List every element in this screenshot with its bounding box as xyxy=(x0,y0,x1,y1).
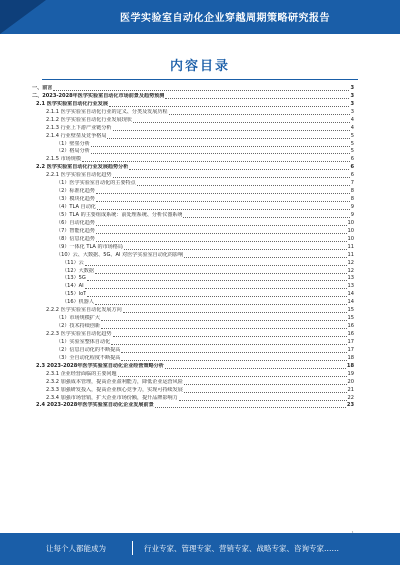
toc-entry[interactable] xyxy=(32,252,354,260)
toc-entry[interactable] xyxy=(32,180,354,188)
toc-entry-page: 6 xyxy=(350,156,354,163)
toc-entry-page: 11 xyxy=(347,243,354,250)
toc-leader-dots xyxy=(109,106,350,107)
toc-entry-label: （7）智能化趋势 xyxy=(56,227,95,234)
toc-entry[interactable] xyxy=(32,85,354,93)
toc-leader-dots xyxy=(91,146,350,147)
toc-entry-label: 2.3.4 加强市场营销，扩大企业市场份额，提升品牌影响力 xyxy=(46,394,178,401)
toc-entry[interactable] xyxy=(32,283,354,291)
toc-entry-label: 二、2023-2028年医学实验室自动化市场前景及趋势预测 xyxy=(32,92,165,99)
toc-leader-dots xyxy=(179,400,347,401)
toc-entry-label: （3）模块化趋势 xyxy=(56,196,95,203)
toc-entry[interactable] xyxy=(32,156,354,164)
toc-entry[interactable] xyxy=(32,125,354,133)
toc-entry-page: 10 xyxy=(347,227,354,234)
toc-entry-label: （1）市场规模扩大 xyxy=(56,315,100,322)
toc-leader-dots xyxy=(121,352,346,353)
toc-entry-page: 12 xyxy=(347,259,354,266)
toc-entry-page: 9 xyxy=(350,211,354,218)
toc-leader-dots xyxy=(121,360,346,361)
toc-entry-label: （8）信息化趋势 xyxy=(56,235,95,242)
toc-entry[interactable] xyxy=(32,315,354,323)
toc-leader-dots xyxy=(183,217,349,218)
toc-entry[interactable] xyxy=(32,220,354,228)
toc-entry-label: （2）标准化趋势 xyxy=(56,188,95,195)
toc-leader-dots xyxy=(97,209,350,210)
toc-leader-dots xyxy=(95,304,347,305)
toc-entry-label: （16）机器人 xyxy=(62,299,94,306)
toc-entry[interactable] xyxy=(32,149,354,157)
toc-entry-label: 2.1.5 市场规模 xyxy=(46,156,81,163)
toc-entry[interactable] xyxy=(32,164,354,172)
toc-entry[interactable] xyxy=(32,268,354,276)
toc-entry[interactable] xyxy=(32,93,354,101)
toc-leader-dots xyxy=(87,296,346,297)
toc-leader-dots xyxy=(111,344,346,345)
report-title: 医学实验室自动化企业穿越周期策略研究报告 xyxy=(120,13,330,24)
toc-entry-label: 2.2 医学实验室自动化行业发展趋势分析 xyxy=(36,164,129,171)
toc-entry[interactable] xyxy=(32,172,354,180)
toc-entry-label: 2.2.2 医学实验室自动化发展方向 xyxy=(46,307,122,314)
header-bar xyxy=(0,0,400,34)
toc-entry[interactable] xyxy=(32,236,354,244)
toc-leader-dots xyxy=(53,90,349,91)
toc-leader-dots xyxy=(129,169,349,170)
toc-entry-page: 6 xyxy=(350,164,354,171)
toc-entry[interactable] xyxy=(32,395,354,403)
toc-entry-label: （3）全自动化程度不断提高 xyxy=(56,354,121,361)
toc-entry-label: （9）一体化 TLA 的市场格局 xyxy=(56,243,123,250)
toc-entry[interactable] xyxy=(32,117,354,125)
toc-entry[interactable] xyxy=(32,196,354,204)
toc-entry[interactable] xyxy=(32,363,354,371)
toc-entry[interactable] xyxy=(32,244,354,252)
footer-bar xyxy=(0,533,400,565)
toc-entry-label: （11）云 xyxy=(62,259,84,266)
toc-entry-page: 17 xyxy=(347,346,354,353)
toc-entry-label: 2.2.1 医学实验室自动化趋势 xyxy=(46,172,112,179)
toc-title: 内容目录 xyxy=(169,59,230,74)
toc-leader-dots xyxy=(169,114,350,115)
toc-entry-page: 11 xyxy=(347,251,354,258)
toc-entry[interactable] xyxy=(32,299,354,307)
toc-entry-label: （13）5G xyxy=(62,275,86,282)
toc-entry-page: 18 xyxy=(347,354,354,361)
toc-entry[interactable] xyxy=(32,323,354,331)
toc-entry-page: 20 xyxy=(347,378,354,385)
toc-entry-label: （1）壁垒分析 xyxy=(56,140,90,147)
toc-entry[interactable] xyxy=(32,109,354,117)
toc-leader-dots xyxy=(123,312,347,313)
toc-entry-page: 22 xyxy=(347,394,354,401)
toc-entry[interactable] xyxy=(32,387,354,395)
toc-entry-page: 14 xyxy=(347,291,354,298)
toc-entry-label: 2.2.3 医学实验室自动化趋势 xyxy=(46,331,112,338)
toc-entry-page: 6 xyxy=(350,172,354,179)
toc-entry[interactable] xyxy=(32,379,354,387)
toc-entry-label: 2.3 2023-2028年医学实验室自动化企业经营策略分析 xyxy=(36,362,164,369)
toc-leader-dots xyxy=(184,257,346,258)
toc-entry-page: 3 xyxy=(350,84,354,91)
toc-entry-page: 18 xyxy=(346,362,354,369)
toc-entry-label: （1）医学实验室自动化的主要特点 xyxy=(56,180,136,187)
toc-leader-dots xyxy=(85,288,347,289)
toc-entry-page: 23 xyxy=(346,402,354,409)
toc-leader-dots xyxy=(118,376,347,377)
toc-leader-dots xyxy=(155,407,346,408)
toc-entry-label: （12）大数据 xyxy=(62,267,94,274)
toc-entry-page: 10 xyxy=(347,235,354,242)
toc-entry-page: 5 xyxy=(350,148,354,155)
toc-entry-page: 13 xyxy=(347,283,354,290)
toc-entry-page: 4 xyxy=(350,116,354,123)
toc-leader-dots xyxy=(184,384,347,385)
toc-entry-label: （10）云、大数据、5G、AI 对医学实验室自动化的影响 xyxy=(56,251,184,258)
footer-expert-list: 行业专家、管理专家、营销专家、战略专家、咨询专家…… xyxy=(144,544,339,553)
toc-entry-label: （4）TLA 自动化 xyxy=(56,204,96,211)
toc-leader-dots xyxy=(107,138,349,139)
toc-entry-page: 15 xyxy=(347,315,354,322)
footer-slogan: 让每个人都能成为 xyxy=(46,544,106,553)
toc-entry-page: 8 xyxy=(350,188,354,195)
toc-leader-dots xyxy=(95,273,347,274)
toc-entry-label: （2）技术持续创新 xyxy=(56,323,100,330)
toc-entry[interactable] xyxy=(32,204,354,212)
toc-entry-page: 5 xyxy=(350,140,354,147)
header-accent-triangle xyxy=(0,0,46,34)
toc-leader-dots xyxy=(165,98,349,99)
toc-entry-page: 16 xyxy=(347,331,354,338)
toc-entry-label: 2.1.1 医学实验室自动化行业的定义、分类及发展历程 xyxy=(46,108,168,115)
toc-entry-label: （15）IoT xyxy=(62,291,87,298)
toc-entry-label: 2.1.3 行业上下游产业链分析 xyxy=(46,124,112,131)
toc-entry[interactable] xyxy=(32,307,354,315)
toc-leader-dots xyxy=(96,193,350,194)
toc-entry-page: 5 xyxy=(350,132,354,139)
toc-entry-page: 13 xyxy=(347,275,354,282)
toc-entry[interactable] xyxy=(32,347,354,355)
toc-entry[interactable] xyxy=(32,291,354,299)
toc-entry-page: 15 xyxy=(347,307,354,314)
toc-entry-page: 14 xyxy=(347,299,354,306)
toc-entry-label: 2.1.4 行业壁垒及竞争格局 xyxy=(46,132,107,139)
table-of-contents xyxy=(32,85,354,410)
toc-entry-page: 12 xyxy=(347,267,354,274)
toc-entry-label: （6）自动化趋势 xyxy=(56,219,95,226)
toc-entry[interactable] xyxy=(32,331,354,339)
toc-entry-page: 3 xyxy=(350,92,354,99)
toc-leader-dots xyxy=(113,130,350,131)
toc-entry-label: 2.4 2023-2028年医学实验室自动化企业发展前景 xyxy=(36,402,154,409)
toc-entry-page: 4 xyxy=(350,124,354,131)
toc-leader-dots xyxy=(101,320,347,321)
toc-leader-dots xyxy=(101,328,347,329)
toc-entry[interactable] xyxy=(32,339,354,347)
toc-leader-dots xyxy=(85,265,347,266)
toc-leader-dots xyxy=(133,122,350,123)
toc-entry-label: （5）TLA 的主要组成系统：前处理系统、分析仪器系统 xyxy=(56,211,183,218)
toc-entry[interactable] xyxy=(32,276,354,284)
toc-entry-label: 2.3.1 企业经营面临的主要问题 xyxy=(46,370,117,377)
toc-leader-dots xyxy=(96,201,350,202)
toc-entry-page: 17 xyxy=(347,338,354,345)
toc-entry-label: 2.1.2 医学实验室自动化行业发展现状 xyxy=(46,116,132,123)
toc-entry[interactable] xyxy=(32,228,354,236)
toc-entry[interactable] xyxy=(32,133,354,141)
toc-entry-page: 19 xyxy=(347,370,354,377)
toc-entry[interactable] xyxy=(32,212,354,220)
toc-leader-dots xyxy=(82,161,350,162)
toc-entry-page: 3 xyxy=(350,100,354,107)
toc-entry[interactable] xyxy=(32,101,354,109)
toc-entry-page: 7 xyxy=(350,180,354,187)
heading-divider xyxy=(42,79,358,80)
toc-entry-page: 9 xyxy=(350,204,354,211)
toc-entry-label: 2.1 医学实验室自动化行业发展 xyxy=(36,100,108,107)
toc-entry[interactable] xyxy=(32,188,354,196)
toc-leader-dots xyxy=(96,241,347,242)
toc-leader-dots xyxy=(137,185,350,186)
toc-entry[interactable] xyxy=(32,403,354,411)
toc-entry-page: 21 xyxy=(347,386,354,393)
toc-leader-dots xyxy=(165,368,346,369)
toc-entry[interactable] xyxy=(32,371,354,379)
toc-leader-dots xyxy=(96,233,347,234)
toc-leader-dots xyxy=(113,177,350,178)
toc-entry-label: （14）AI xyxy=(62,283,84,290)
toc-leader-dots xyxy=(87,280,347,281)
toc-entry-label: （2）格局分析 xyxy=(56,148,90,155)
toc-leader-dots xyxy=(124,249,347,250)
toc-leader-dots xyxy=(91,153,350,154)
toc-leader-dots xyxy=(184,392,347,393)
toc-entry[interactable] xyxy=(32,141,354,149)
toc-entry-label: （2）信息自动化的不断提高 xyxy=(56,346,121,353)
toc-entry-label: （1）实验室整体自动化 xyxy=(56,338,111,345)
toc-entry-label: 2.3.2 加强成本管理，提高企业盈利能力，降低企业运营风险 xyxy=(46,378,183,385)
toc-entry-label: 一、前言 xyxy=(32,84,53,91)
toc-entry[interactable] xyxy=(32,355,354,363)
toc-leader-dots xyxy=(96,225,347,226)
toc-entry-label: 2.3.3 加强研发投入，提高企业核心竞争力，实现可持续发展 xyxy=(46,386,183,393)
footer-divider xyxy=(132,541,133,555)
toc-leader-dots xyxy=(113,336,347,337)
toc-entry-page: 16 xyxy=(347,323,354,330)
toc-entry-page: 3 xyxy=(350,108,354,115)
toc-entry-page: 8 xyxy=(350,196,354,203)
toc-entry-page: 10 xyxy=(347,219,354,226)
toc-entry[interactable] xyxy=(32,260,354,268)
